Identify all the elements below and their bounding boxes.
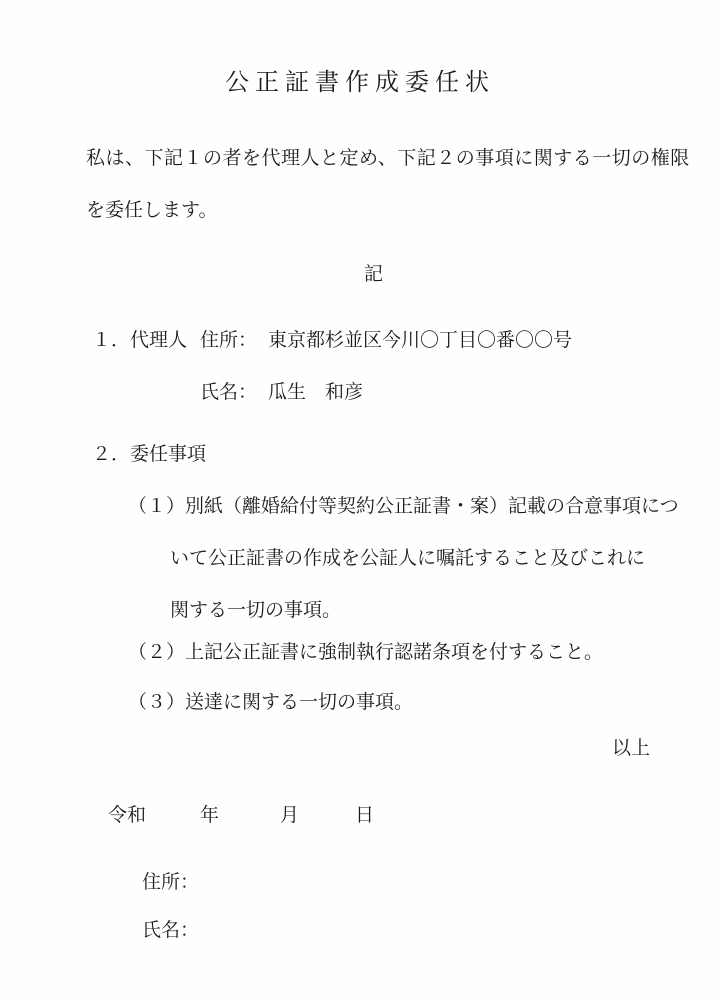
closing-mark: 以上 [612, 737, 651, 759]
agent-name-label: 氏名： [200, 381, 258, 403]
document-title: 公正証書作成委任状 [225, 68, 495, 96]
delegated-item-2: （２）上記公正証書に強制執行認諾条項を付すること。 [128, 641, 604, 663]
signer-address-label: 住所： [142, 871, 200, 893]
intro-line-2: を委任します。 [86, 199, 218, 221]
item1-label: １．代理人 [92, 329, 188, 351]
agent-address-value: 東京都杉並区今川〇丁目〇番〇〇号 [268, 329, 573, 351]
agent-address-label: 住所： [200, 329, 258, 351]
intro-line-1: 私は、下記１の者を代理人と定め、下記２の事項に関する一切の権限 [86, 147, 690, 169]
item2-label: ２．委任事項 [92, 443, 207, 465]
delegated-item-1-line-3: 関する一切の事項。 [170, 599, 342, 621]
ki-heading: 記 [364, 263, 384, 285]
date-month-label: 月 [280, 804, 300, 826]
delegated-item-1-line-2: いて公正証書の作成を公証人に嘱託すること及びこれに [170, 547, 646, 569]
date-era: 令和 [108, 804, 147, 826]
date-day-label: 日 [355, 804, 375, 826]
delegated-item-1-line-1: （１）別紙（離婚給付等契約公正証書・案）記載の合意事項につ [128, 495, 679, 517]
date-year-label: 年 [200, 804, 220, 826]
agent-name-value: 瓜生 和彦 [268, 381, 364, 403]
signer-name-label: 氏名： [142, 919, 200, 941]
delegated-item-3: （３）送達に関する一切の事項。 [128, 691, 414, 713]
